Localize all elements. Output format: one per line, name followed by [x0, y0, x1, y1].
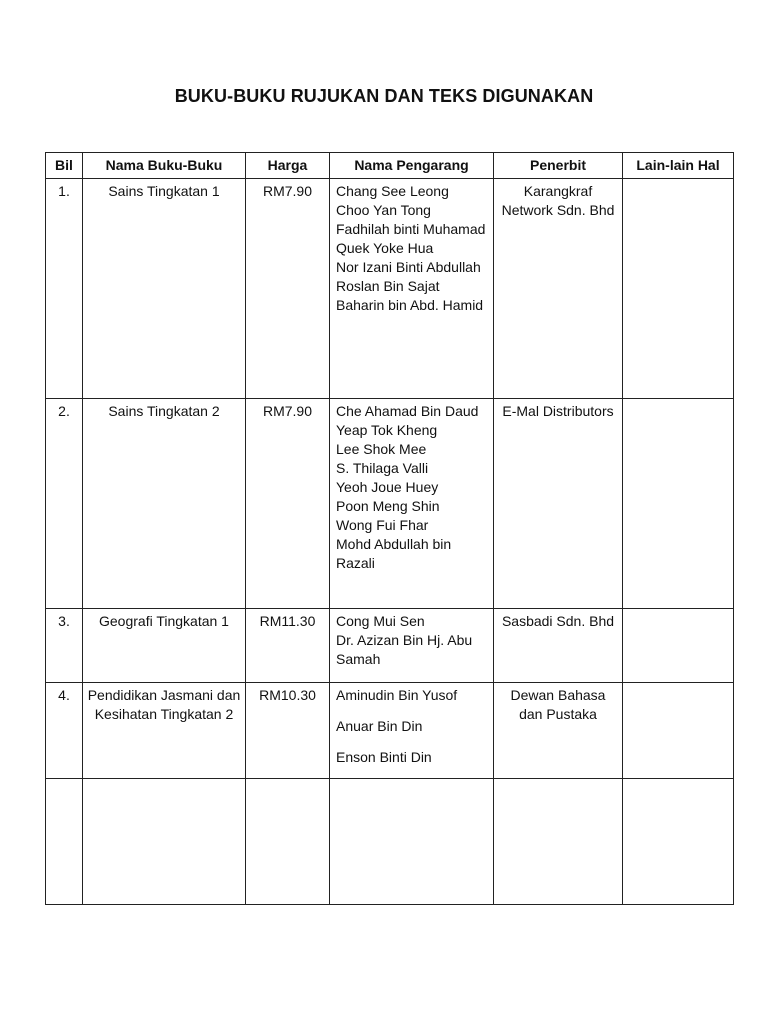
author-name: Aminudin Bin Yusof	[336, 687, 458, 703]
cell-price: RM10.30	[246, 683, 330, 779]
author-name: Roslan Bin Sajat	[336, 278, 440, 294]
author-name: Cong Mui Sen	[336, 613, 425, 629]
author-name: Choo Yan Tong	[336, 202, 431, 218]
cell-book-name: Geografi Tingkatan 1	[83, 609, 246, 683]
table-row	[46, 399, 734, 609]
author-name: Che Ahamad Bin Daud	[336, 403, 479, 419]
header-book-name: Nama Buku-Buku	[83, 153, 246, 179]
cell-publisher: Sasbadi Sdn. Bhd	[494, 609, 623, 683]
cell-book-name: Sains Tingkatan 1	[83, 179, 246, 399]
cell-book-name: Pendidikan Jasmani dan Kesihatan Tingkatan 2	[83, 683, 246, 779]
author-name: Mohd Abdullah bin Razali	[336, 536, 452, 571]
author-name: Lee Shok Mee	[336, 441, 427, 457]
cell-authors	[330, 179, 494, 399]
cell-other	[623, 399, 734, 609]
table-header-row	[46, 153, 734, 179]
cell-authors	[330, 609, 494, 683]
author-name: Yeap Tok Kheng	[336, 422, 438, 438]
table-row	[46, 179, 734, 399]
cell-authors	[330, 779, 494, 905]
header-other: Lain-lain Hal	[623, 153, 734, 179]
author-name: Quek Yoke Hua	[336, 240, 434, 256]
cell-bil: 3.	[46, 609, 83, 683]
cell-book-name: Sains Tingkatan 2	[83, 399, 246, 609]
cell-other	[623, 179, 734, 399]
cell-price: RM7.90	[246, 179, 330, 399]
header-price: Harga	[246, 153, 330, 179]
author-name: Poon Meng Shin	[336, 498, 440, 514]
author-name: Enson Binti Din	[336, 749, 432, 765]
cell-other	[623, 609, 734, 683]
header-publisher: Penerbit	[494, 153, 623, 179]
cell-publisher: E-Mal Distributors	[494, 399, 623, 609]
author-name: Dr. Azizan Bin Hj. Abu Samah	[336, 632, 473, 667]
header-author: Nama Pengarang	[330, 153, 494, 179]
cell-other	[623, 779, 734, 905]
author-name: Fadhilah binti Muhamad	[336, 221, 486, 237]
cell-price	[246, 779, 330, 905]
cell-publisher	[494, 779, 623, 905]
table-row-empty	[46, 779, 734, 905]
author-name: Wong Fui Fhar	[336, 517, 429, 533]
cell-price: RM11.30	[246, 609, 330, 683]
page-title: BUKU-BUKU RUJUKAN DAN TEKS DIGUNAKAN	[174, 86, 594, 106]
author-name: Anuar Bin Din	[336, 718, 423, 734]
cell-bil	[46, 779, 83, 905]
header-bil: Bil	[46, 153, 83, 179]
table-row	[46, 683, 734, 779]
cell-price: RM7.90	[246, 399, 330, 609]
cell-bil: 4.	[46, 683, 83, 779]
author-name: S. Thilaga Valli	[336, 460, 429, 476]
author-name: Chang See Leong	[336, 183, 449, 199]
author-name: Baharin bin Abd. Hamid	[336, 297, 484, 313]
cell-publisher: Dewan Bahasa dan Pustaka	[494, 683, 623, 779]
author-name: Nor Izani Binti Abdullah	[336, 259, 481, 275]
cell-authors	[330, 399, 494, 609]
cell-bil: 1.	[46, 179, 83, 399]
table-row	[46, 609, 734, 683]
cell-book-name	[83, 779, 246, 905]
cell-authors	[330, 683, 494, 779]
author-name: Yeoh Joue Huey	[336, 479, 439, 495]
cell-bil: 2.	[46, 399, 83, 609]
books-table	[45, 152, 734, 905]
cell-other	[623, 683, 734, 779]
cell-publisher: Karangkraf Network Sdn. Bhd	[494, 179, 623, 399]
